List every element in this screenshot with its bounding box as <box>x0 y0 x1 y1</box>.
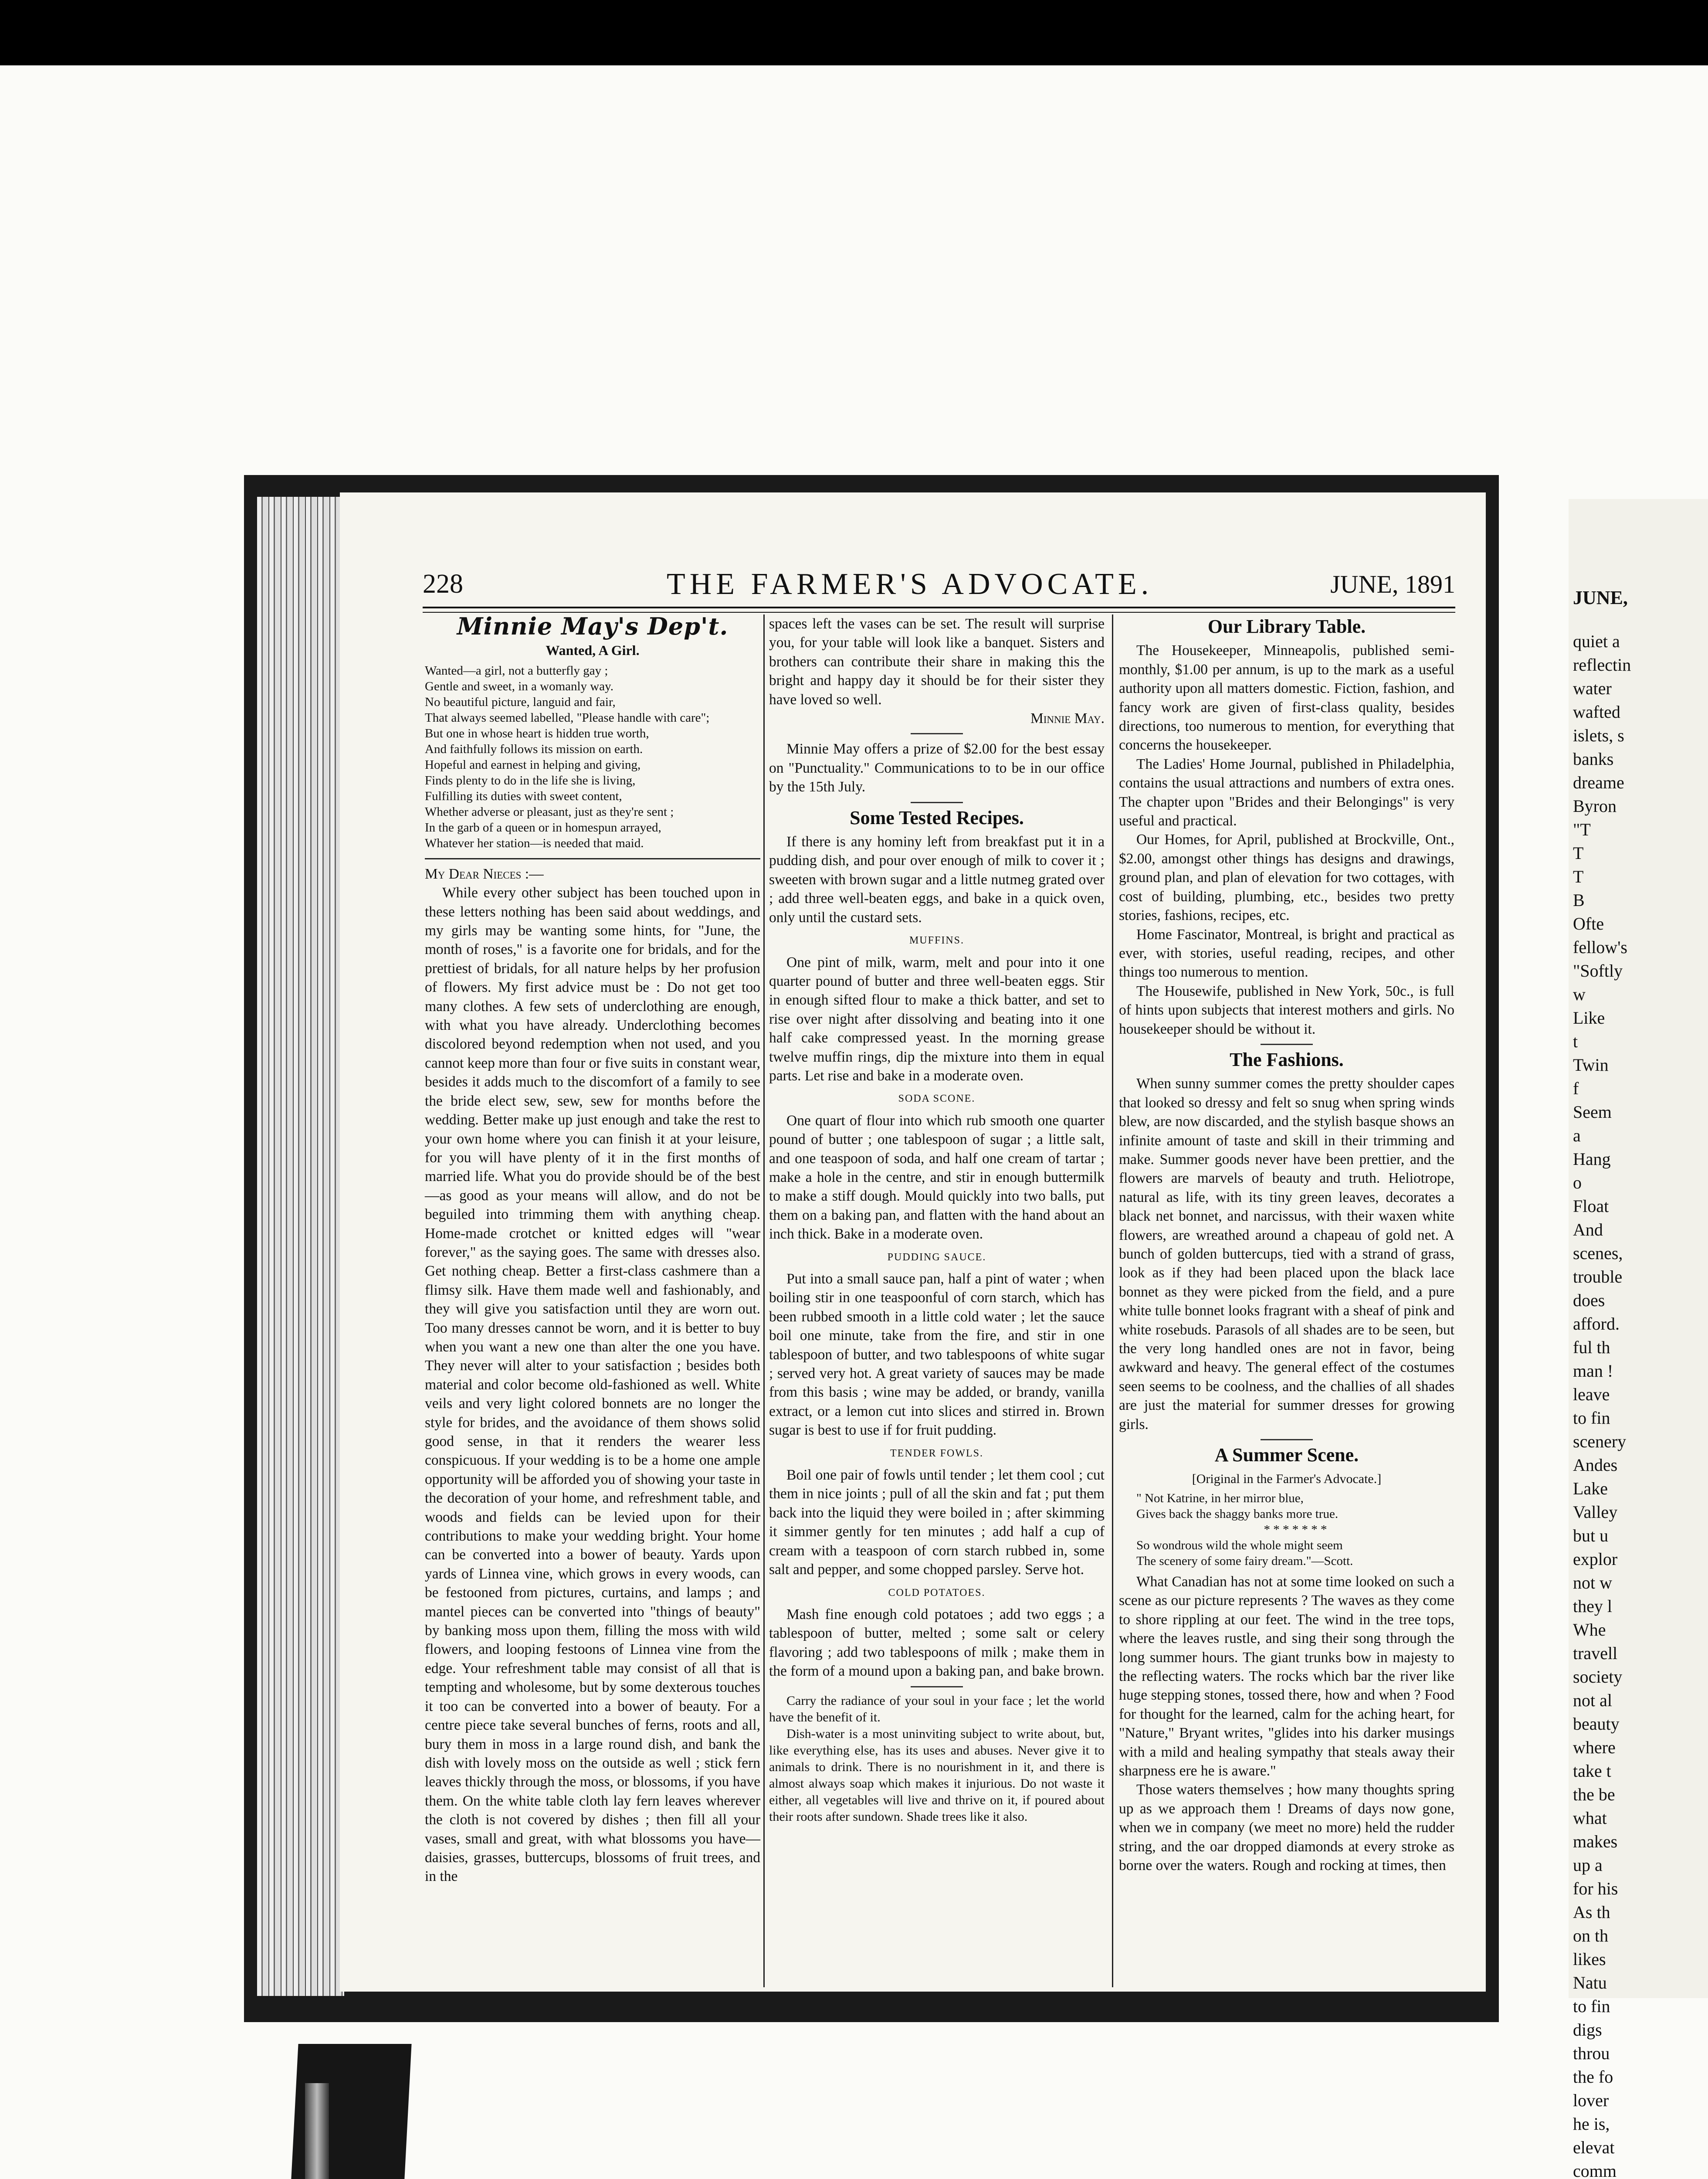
header-rule <box>423 607 1455 613</box>
publication-title: THE FARMER'S ADVOCATE. <box>667 567 1153 601</box>
adjacent-page-fragment: the be <box>1573 1785 1615 1804</box>
adjacent-page-fragment: comm <box>1573 2161 1616 2179</box>
adjacent-page-fragment: B <box>1573 890 1585 910</box>
poem-box <box>425 641 760 859</box>
poem-title: Wanted, A Girl. <box>546 642 640 658</box>
adjacent-page-fragment: fellow's <box>1573 937 1627 957</box>
page-edges <box>257 497 344 1996</box>
prize-notice: Minnie May offers a prize of $2.00 for the best essay on "Punctuality." Communications to to be in our office by the 15th July. <box>769 741 1105 795</box>
poem-line: Whatever her station—is needed that maid. <box>425 836 644 850</box>
adjacent-page-fragment: take t <box>1573 1761 1611 1781</box>
adjacent-page-fragment: beauty <box>1573 1714 1620 1734</box>
adjacent-page-fragment: explor <box>1573 1549 1618 1569</box>
column-recipes <box>769 614 1105 1825</box>
adjacent-page-fragment: t <box>1573 1032 1578 1051</box>
poem <box>425 663 760 851</box>
adjacent-page-fragment: what <box>1573 1808 1607 1828</box>
adjacent-page-fragment: where <box>1573 1738 1616 1757</box>
adjacent-page-fragment: banks <box>1573 749 1614 769</box>
scene-paragraph: What Canadian has not at some time looked on such a scene as our picture represents ? The waves as they come to shore rippling at our feet. The wind in the tree tops, where the leaves rustle, and sing their song through the long summer hours. The giant trunks bow in majesty to the reflecting waters. The rocks which bar the river like huge stepping stones, tossed there, how and when ? Food for thought for the learned, calm for the aching heart, for "Nature," Bryant writes, "glides into his darker musings with a mild and healing sympathy that steals away their sharpness ere he is aware." <box>1119 1573 1454 1779</box>
adjacent-page-fragment: scenery <box>1573 1432 1627 1451</box>
adjacent-page-fragment: up a <box>1573 1855 1603 1875</box>
adjacent-page-fragment: islets, s <box>1573 726 1624 745</box>
adjacent-page-fragment: makes <box>1573 1832 1618 1851</box>
divider <box>911 1686 963 1687</box>
adjacent-page-fragment: T <box>1573 867 1584 886</box>
recipe-hominy: If there is any hominy left from breakfast put it in a pudding dish, and pour over enough of milk to cover it ; sweeten with brown sugar and a little nutmeg grated over ; add three well-beaten eggs, and bake in a quick oven, only until the custard sets. <box>769 834 1105 926</box>
signature: Minnie May. <box>1030 710 1105 727</box>
adjacent-page-fragment: f <box>1573 1079 1579 1098</box>
review-ladies-journal: The Ladies' Home Journal, published in Philadelphia, contains the usual attractions and numbers of extra ones. The chapter upon "Brides and their Belongings" is very useful and practical. <box>1119 756 1454 829</box>
adjacent-page-fragment: o <box>1573 1173 1582 1192</box>
adjacent-page-fragment: dreame <box>1573 773 1624 792</box>
divider <box>1261 1439 1313 1440</box>
issue-date: JUNE, 1891 <box>1330 570 1455 598</box>
recipe-scone: One quart of flour into which rub smooth one quarter pound of butter ; one tablespoon of sugar ; a little salt, and one teaspoon of soda, and half one cream of tartar ; make a hole in the centre, and stir in enough buttermilk to make a stiff dough. Mould quickly into two balls, put them on a baking pan, and flatten with the hand about an inch thick. Bake in a moderate oven. <box>769 1112 1105 1242</box>
adjacent-page-fragment: digs <box>1573 2020 1602 2040</box>
adjacent-page-fragment: Hang <box>1573 1149 1611 1169</box>
adjacent-page-fragment: "Softly <box>1573 961 1623 981</box>
poem-line: Hopeful and earnest in helping and giving, <box>425 757 641 772</box>
recipe-title: SODA SCONE. <box>898 1093 976 1105</box>
letter-body: While every other subject has been touched upon in these letters nothing has been said about weddings, and my girls may be wanting some hints, for "June, the month of roses," is a favorite one for bridals, and for the prettiest of bridals, for all nature helps by her profusion of flowers. My first advice must be : Do not get too many clothes. A few sets of underclothing are enough, with what you have already. Underclothing becomes discolored beyond redemption when not used, and you cannot keep more than four or five suits in constant wear, besides it adds much to the discomfort of a family to see the bride elect sew, sew, sew for months before the wedding. Better make up just enough and take the rest to your own home where you can finish it at your leisure, for you will have plenty of it in the first months of married life. What you do provide should be of the best—as good as your means will allow, and do not be beguiled into trimming them with anything cheap. Home-made crotchet or knitted edges will "wear forever," as the saying goes. The same with dresses also. Get nothing cheap. Better a first-class cashmere than a flimsy silk. Have them made well and fashionably, and they will give you satisfaction until they are worn out. Too many dresses cannot be worn, and it is better to buy when you want a new one than alter the one you have. They never will alter to your satisfaction ; besides both material and color become old-fashioned as well. White veils and very light colored bonnets are no longer the style for brides, and the avoidance of them shows solid good sense, in that it renders the wearer less conspicuous. If your wedding is to be a home one ample opportunity will be afforded you of showing your taste in the decoration of your home, and refreshment table, and woods and fields can be levied upon for their contributions to make your wedding bright. Your home can be converted into a bower of beauty. Yards upon yards of Linnea vine, which grows in every woods, can be festooned from pictures, curtains, and lamps ; and mantel pieces can be converted into "things of beauty" by banking moss upon them, filling the moss with wild flowers, and looping festoons of Linnea vine from the edge. Your refreshment table may consist of all that is tempting and wholesome, but by some dexterous touches it too can be converted into a bower of beauty. For a centre piece take several bunches of ferns, roots and all, bury them in moss in a large round dish, and bank the dish with lovely moss on the outside as well ; stick fern leaves thickly through the moss, or blossoms, if you have them. On the white table cloth lay fern leaves wherever the cloth is not covered by dishes ; then fill all your vases, small and great, with what blossoms you have—daisies, grasses, buttercups, blossoms of fruit trees, and in the <box>425 885 760 1885</box>
divider <box>911 802 963 803</box>
letter-continuation: spaces left the vases can be set. The result will surprise you, for your table will look like a banquet. Sisters and brothers can contribute their share in making this the bright and happy day it should be for their sister they have loved so well. <box>769 616 1105 708</box>
recipe-potatoes: Mash fine enough cold potatoes ; add two eggs ; a tablespoon of butter, melted ; some salt or celery flavoring ; add two tablespoons of milk ; make them in the form of a mound upon a baking pan, and bake brown. <box>769 1606 1105 1680</box>
review-housewife: The Housewife, published in New York, 50c., is full of hints upon subjects that interest mothers and girls. No housekeeper should be without it. <box>1119 983 1454 1037</box>
review-housekeeper: The Housekeeper, Minneapolis, published semi-monthly, $1.00 per annum, is up to the mark as a useful authority upon all matters domestic. Fiction, fashion, and fancy work are given of first-class quality, besides directions, too numerous to mention, for everything that concerns the housekeeper. <box>1119 642 1454 753</box>
page-header <box>423 564 1455 604</box>
adjacent-page-fragment: "T <box>1573 820 1591 839</box>
recipe-title: TENDER FOWLS. <box>890 1447 983 1459</box>
adjacent-page-fragment: Seem <box>1573 1102 1612 1122</box>
adjacent-page-fragment: Valley <box>1573 1502 1618 1522</box>
recipe-muffins: One pint of milk, warm, melt and pour into it one quarter pound of butter and three well-beaten eggs. Stir in enough sifted flour to make a thick batter, and set to rise over night after dissolving and beating into it one half cake compressed yeast. In the morning grease twelve muffin rings, dip the mixture into them in equal parts. Let rise and bake in a moderate oven. <box>769 954 1105 1084</box>
adjacent-page-fragment: society <box>1573 1667 1623 1687</box>
poem-line: No beautiful picture, languid and fair, <box>425 695 616 709</box>
adjacent-page-fragment: Natu <box>1573 1973 1607 1992</box>
divider <box>911 733 963 734</box>
adjacent-page-strip <box>1569 499 1708 2179</box>
adjacent-page-fragment: Byron <box>1573 796 1616 816</box>
library-heading: Our Library Table. <box>1207 616 1366 637</box>
adjacent-page-fragment: Float <box>1573 1196 1609 1216</box>
review-fascinator: Home Fascinator, Montreal, is bright and practical as ever, with stories, useful reading, recipes, and other things too numerous to mention. <box>1119 926 1454 981</box>
adjacent-page-fragment: but u <box>1573 1526 1609 1545</box>
page-number: 228 <box>423 569 463 599</box>
column-library <box>1119 614 1454 1875</box>
adjacent-page-fragment: he is, <box>1573 2114 1610 2134</box>
review-our-homes: Our Homes, for April, published at Brockville, Ont., $2.00, amongst other things has designs and drawings, ground plan, and plan of elevation for two cottages, with cost of building, plumbing, etc., besides two pretty stories, fashions, recipes, etc. <box>1119 832 1454 924</box>
poem-line: But one in whose heart is hidden true worth, <box>425 726 649 740</box>
adjacent-page-fragment: scenes, <box>1573 1243 1623 1263</box>
recipes-heading: Some Tested Recipes. <box>850 807 1024 828</box>
note-dishwater: Dish-water is a most uninviting subject to write about, but, like everything else, has its uses and abuses. Never give it to animals to drink. There is no nourishment in it, and there is almost always soap which makes it injurious. Do not waste it either, all vegetables will live and thrive on it, if poured about their roots after sundown. Shade trees like it also. <box>769 1726 1105 1824</box>
adjacent-page-fragment: quiet a <box>1573 631 1620 651</box>
adjacent-page-fragment: the fo <box>1573 2067 1613 2087</box>
adjacent-page-fragment: to fin <box>1573 1996 1610 2016</box>
adjacent-page-fragment: a <box>1573 1126 1581 1145</box>
poem-line: The scenery of some fairy dream."—Scott. <box>1136 1554 1353 1568</box>
adjacent-page-fragment: afford. <box>1573 1314 1620 1334</box>
scene-subtitle: [Original in the Farmer's Advocate.] <box>1192 1472 1382 1487</box>
adjacent-page-fragment: As th <box>1573 1902 1610 1922</box>
recipe-sauce: Put into a small sauce pan, half a pint of water ; when boiling stir in one teaspoonful of corn starch, which has been rubbed smooth in a little cold water ; let the sauce boil one minute, take from the fire, and stir in one tablespoon of butter, and two tablespoons of white sugar ; served very hot. A great variety of sauces may be made from this basis ; wine may be added, or brandy, vanilla extract, or a lemon cut into slices and stirred in. Brown sugar is best to use if for fruit pudding. <box>769 1271 1105 1439</box>
adjacent-page-fragment: throu <box>1573 2043 1610 2063</box>
adjacent-page-fragment: wafted <box>1573 702 1620 722</box>
adjacent-page-fragment: they l <box>1573 1596 1612 1616</box>
poem-line: Wanted—a girl, not a butterfly gay ; <box>425 663 608 678</box>
adjacent-page-fragment: T <box>1573 843 1584 863</box>
page-clip-highlight <box>305 2083 329 2179</box>
adjacent-page-fragment: for his <box>1573 1879 1618 1898</box>
adjacent-page-fragment: on th <box>1573 1926 1609 1945</box>
recipe-title: MUFFINS. <box>909 935 965 947</box>
scene-paragraph: Those waters themselves ; how many thoughts spring up as we approach them ! Dreams of days now gone, when we in company (we meet no more) held the rudder string, and the oar dropped diamonds at every stroke as borne over the waters. Rough and rocking at times, then <box>1119 1782 1454 1874</box>
adjacent-page-fragment: w <box>1573 984 1586 1004</box>
poem-line: In the garb of a queen or in homespun arrayed, <box>425 820 661 835</box>
fashions-body: When sunny summer comes the pretty shoulder capes that looked so dressy and felt so snug when spring winds blew, are now discarded, and the stylish basque shows an infinite amount of taste and skill in their trimming and make. Summer goods never have been prettier, and the flowers are marvels of beauty and truth. Heliotrope, natural as life, with its tiny green leaves, decorates a black net bonnet, and narcissus, with their waxen white flowers, are wreathed around a chapeau of gold net. A bunch of golden buttercups, tied with a strand of grass, look as if they had been placed upon the black lace bonnet as they were picked from the field, and a pure white tulle bonnet looks fragrant with a sheaf of pink and white rosebuds. Parasols of all shades are to be seen, but the very long handled ones are not in favor, being awkward and heavy. The general effect of the costumes seen seems to be coolness, and the challies of all shades are just the material for summer dresses for growing girls. <box>1119 1076 1454 1432</box>
adjacent-page-fragment: Twin <box>1573 1055 1609 1075</box>
poem-line: Gives back the shaggy banks more true. <box>1136 1507 1339 1521</box>
poem-line: Gentle and sweet, in a womanly way. <box>425 679 613 693</box>
adjacent-page-fragment: Andes <box>1573 1455 1618 1475</box>
adjacent-page-fragment: not w <box>1573 1573 1612 1592</box>
adjacent-page-fragment: And <box>1573 1220 1603 1239</box>
adjacent-page-fragment: leave <box>1573 1385 1610 1404</box>
fashions-heading: The Fashions. <box>1230 1049 1344 1070</box>
adjacent-page-fragment: elevat <box>1573 2138 1615 2157</box>
adjacent-page-text <box>1573 630 1704 2179</box>
recipe-title: COLD POTATOES. <box>888 1587 986 1599</box>
adjacent-page-fragment: does <box>1573 1290 1605 1310</box>
adjacent-page-fragment: Ofte <box>1573 914 1604 933</box>
poem-line: That always seemed labelled, "Please handle with care"; <box>425 710 710 725</box>
adjacent-page-fragment: man ! <box>1573 1361 1613 1381</box>
column-minnie-may <box>425 614 760 1886</box>
adjacent-page-fragment: likes <box>1573 1949 1606 1969</box>
note-radiance: Carry the radiance of your soul in your face ; let the world have the benefit of it. <box>769 1693 1105 1724</box>
scene-heading: A Summer Scene. <box>1214 1444 1359 1466</box>
poem-line: And faithfully follows its mission on earth. <box>425 742 643 756</box>
adjacent-page-fragment: Like <box>1573 1008 1605 1028</box>
adjacent-page-fragment: not al <box>1573 1690 1612 1710</box>
adjacent-page-fragment: to fin <box>1573 1408 1610 1428</box>
poem-line: Finds plenty to do in the life she is living, <box>425 773 636 787</box>
salutation: My Dear Nieces :— <box>425 865 544 882</box>
poem-line: " Not Katrine, in her mirror blue, <box>1136 1491 1304 1505</box>
divider <box>1261 1044 1313 1045</box>
recipe-fowls: Boil one pair of fowls until tender ; let them cool ; cut them in nice joints ; pull of all the skin and fat ; put them back into the liquid they were boiled in ; after skimming it simmer gently for ten minutes ; add half a cup of cream with a teaspoon of corn starch rubbed in, some salt and pepper, and some chopped parsley. Serve hot. <box>769 1467 1105 1578</box>
adjacent-page-header: JUNE, <box>1573 587 1628 608</box>
section-heading: Minnie May's Dep't. <box>457 612 729 640</box>
scene-poem <box>1119 1490 1454 1569</box>
poem-line: So wondrous wild the whole might seem <box>1136 1538 1343 1552</box>
adjacent-page-fragment: water <box>1573 679 1612 698</box>
adjacent-page-fragment: reflectin <box>1573 655 1631 675</box>
poem-line: * * * * * * * <box>1264 1522 1327 1537</box>
adjacent-page-fragment: lover <box>1573 2091 1609 2110</box>
column-divider <box>763 614 765 1987</box>
adjacent-page-fragment: ful th <box>1573 1337 1610 1357</box>
adjacent-page-fragment: travell <box>1573 1643 1618 1663</box>
poem-line: Whether adverse or pleasant, just as they're sent ; <box>425 804 674 819</box>
poem-line: Fulfilling its duties with sweet content, <box>425 789 622 803</box>
adjacent-page-fragment: Lake <box>1573 1479 1608 1498</box>
adjacent-page-fragment: Whe <box>1573 1620 1606 1639</box>
recipe-title: PUDDING SAUCE. <box>887 1251 986 1263</box>
adjacent-page-fragment: trouble <box>1573 1267 1623 1286</box>
column-divider <box>1112 614 1113 1987</box>
